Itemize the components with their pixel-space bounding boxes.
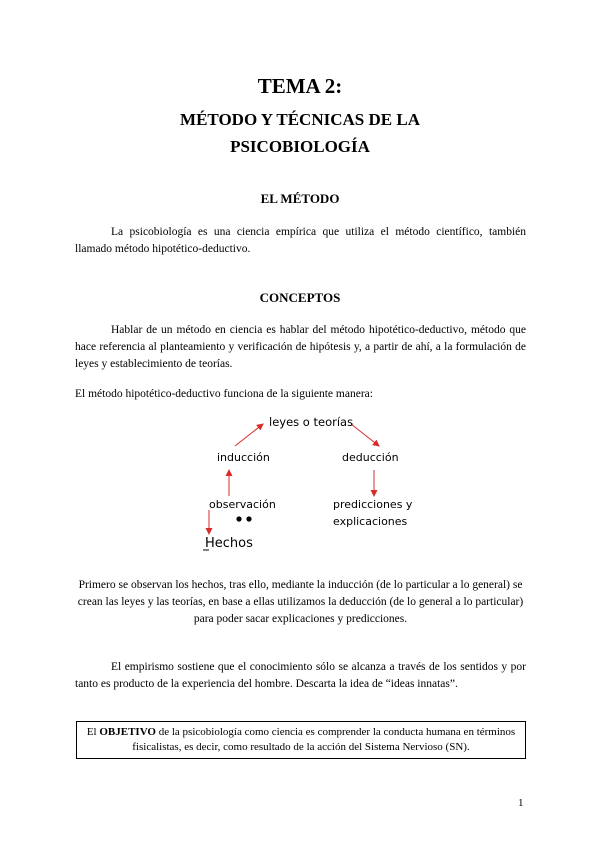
eye-right-icon xyxy=(246,516,251,521)
document-subtitle xyxy=(0,106,600,160)
paragraph-metodo: La psicobiología es una ciencia empírica que utiliza el método científico, también llamado método hipotético-deductivo. xyxy=(75,226,526,255)
paragraph-conceptos: Hablar de un método en ciencia es hablar del método hipotético-deductivo, método que hace referencia al planteamiento y verificación de hipótesis y, a partir de ahí, a la formulación de leyes y establecimiento de teorías. xyxy=(75,324,526,370)
objective-keyword: OBJETIVO xyxy=(99,726,156,738)
objective-text: de la psicobiología como ciencia es comprender la conducta humana en términos fisicalistas, es decir, como resultado de la acción del Sistema Nervioso (SN). xyxy=(132,726,516,753)
eye-left-icon xyxy=(236,516,241,521)
page-number: 1 xyxy=(518,797,524,809)
objective-prefix: El xyxy=(86,726,100,738)
paragraph-explanation: Primero se observan los hechos, tras ello, mediante la inducción (de lo particular a lo general) se crean las leyes y las teorías, en base a ellas utilizamos la deducción (de lo general a lo particular) para poder sacar explicaciones y predicciones. xyxy=(77,579,524,625)
label-induccion: inducción xyxy=(217,451,270,464)
document-title: TEMA 2: xyxy=(257,74,343,98)
label-hechos: Hechos xyxy=(205,536,253,551)
label-leyes-teorias: leyes o teorías xyxy=(269,415,354,429)
subtitle-line-1: MÉTODO Y TÉCNICAS DE LA xyxy=(180,110,420,129)
paragraph-metodo-intro: El método hipotético-deductivo funciona de la siguiente manera: xyxy=(75,388,373,400)
label-predicciones-line1: predicciones y xyxy=(333,498,413,511)
label-deduccion: deducción xyxy=(342,451,399,464)
arrow-leyes-to-deduccion xyxy=(351,424,379,446)
hypothetico-deductive-diagram xyxy=(195,410,440,560)
paragraph-empirismo: El empirismo sostiene que el conocimiento sólo se alcanza a través de los sentidos y por tanto es producto de la experiencia del hombre. Descarta la idea de “ideas innatas”. xyxy=(75,661,526,690)
label-predicciones-line2: explicaciones xyxy=(333,515,408,528)
arrow-induccion-to-leyes xyxy=(235,424,263,446)
label-observacion: observación xyxy=(209,498,276,511)
heading-el-metodo: EL MÉTODO xyxy=(260,191,340,206)
objective-box xyxy=(76,721,526,759)
subtitle-line-2: PSICOBIOLOGÍA xyxy=(230,137,370,156)
heading-conceptos: CONCEPTOS xyxy=(259,290,341,305)
